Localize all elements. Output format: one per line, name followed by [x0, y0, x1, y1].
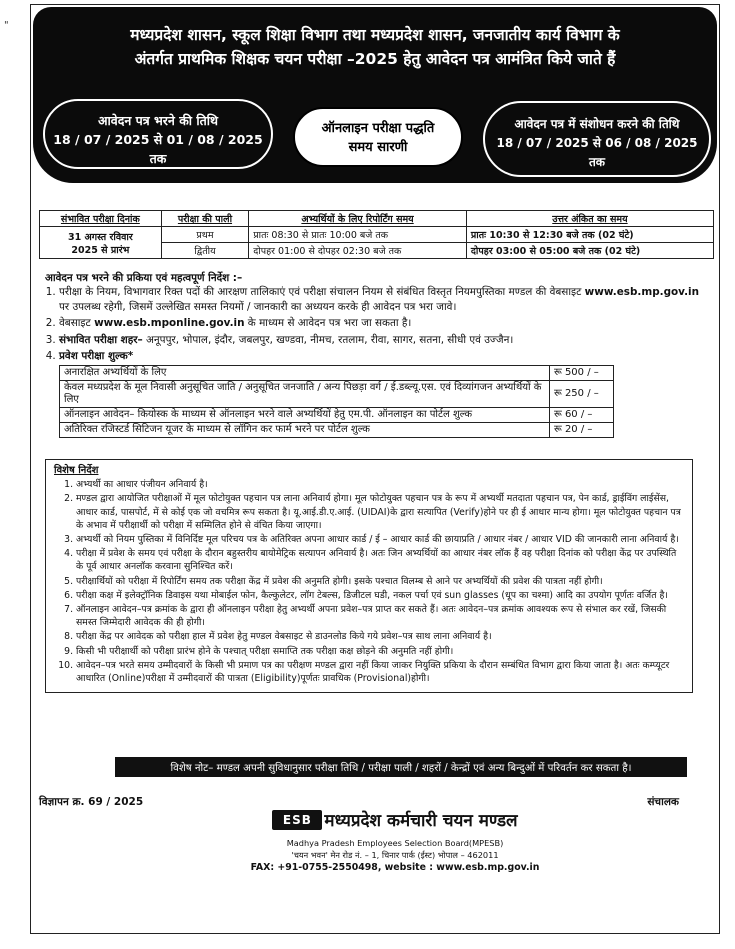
special-instructions-box	[45, 459, 693, 693]
instruction-1-text: परीक्षा के नियम, विभागवार रिक्त पदों की आरक्षण तालिकाएं एवं परीक्षा संचालन नियम से संबंधित विस्तृत नियमपुस्तिका मण्डल की वेबसाइट	[59, 286, 582, 299]
exam-city-label: संभावित परीक्षा शहर–	[59, 333, 143, 346]
apply-dates-box	[43, 99, 273, 169]
schedule-date-cell	[40, 227, 162, 259]
special-instruction-item: 3. अभ्यर्थी को नियम पुस्तिका में विनिर्दिष्ट मूल परिचय पत्र के अतिरिक्त अपना आधार कार्ड / ई – आधार कार्ड की छायाप्रति / आधार नंबर / आधार VID की जानकारी लाना अनिवार्य है।	[76, 533, 686, 546]
header-banner	[31, 5, 719, 190]
special-instruction-item: 10. आवेदन–पत्र भरते समय उम्मीदवारों के किसी भी प्रमाण पत्र का परीक्षण मण्डल द्वारा नहीं किया जाकर नियुक्ति प्रकिया के दौरान सम्बंधित विभाग द्वारा किया जाता है। अतः कम्प्यूटर आधारित (Online)परीक्षा में उम्मीदवारों की पात्रता (Eligibility)पूर्णतः प्रावधिक (Provisional)होगी।	[76, 659, 686, 685]
schedule-date-line-1: 31 अगस्त रविवार	[67, 231, 133, 243]
schedule-reporting: प्रातः 08:30 से प्रातः 10:00 बजे तक	[249, 227, 467, 243]
schedule-shift: प्रथम	[161, 227, 248, 243]
correction-dates-suffix: तक	[588, 155, 606, 169]
fee-amount: रू 500 / –	[550, 366, 614, 381]
correction-dates-box	[483, 101, 711, 177]
schedule-shift: द्वितीय	[161, 243, 248, 259]
organization-footer	[235, 808, 555, 875]
schedule-row	[40, 227, 714, 243]
correction-dates-value: 18 / 07 / 2025 से 06 / 08 / 2025	[496, 136, 698, 150]
exam-city-list: अनूपपुर, भोपाल, इंदौर, जबलपुर, खण्डवा, नीमच, रतलाम, रीवा, सागर, सतना, सीधी एवं उज्जैन।	[142, 333, 514, 346]
special-instruction-item: 2. मण्डल द्वारा आयोजित परीक्षाओं में मूल फोटोयुक्त पहचान पत्र लाना अनिवार्य होगा। मूल फोटोयुक्त पहचान पत्र के रूप में अभ्यर्थी मतदाता पहचान पत्र, पेन कार्ड, ड्राईविंग लाईसेंस, आधार कार्ड, पासपोर्ट, में से कोई एक जो वचमित्र रूप सकता है। यू.आई.डी.ए.आई. (UIDAI)के द्वारा सत्यापित (Verify)होने पर ही ई आधार मान्य होगा। मूल फोटोयुक्त पहचान पत्र के अभाव में परीक्षार्थी को परीक्षा में सम्मिलित होने से वंचित किया जाएगा।	[76, 492, 686, 532]
schedule-header-answer: उत्तर अंकित का समय	[466, 211, 713, 227]
instruction-item	[59, 349, 707, 363]
special-note-banner: विशेष नोट– मण्डल अपनी सुविधानुसार परीक्षा तिथि / परीक्षा पाली / शहरों / केन्द्रों एवं अन्य बिन्दुओं में परिवर्तन कर सकता है।	[115, 757, 687, 777]
title-line-1: मध्यप्रदेश शासन, स्कूल शिक्षा विभाग तथा मध्यप्रदेश शासन, जनजातीय कार्य विभाग के	[130, 26, 620, 44]
advertisement-number: विज्ञापन क्र. 69 / 2025	[39, 796, 144, 808]
exam-mode-line-1: ऑनलाइन परीक्षा पद्धति	[321, 121, 435, 136]
esb-website-link[interactable]: www.esb.mp.gov.in	[584, 286, 699, 299]
organization-contact: FAX: +91-0755-2550498, website : www.esb.mp.gov.in	[250, 862, 540, 873]
instructions-section	[45, 271, 707, 438]
instruction-item	[59, 285, 707, 314]
fee-row	[60, 423, 614, 438]
correction-dates-label: आवेदन पत्र में संशोधन करने की तिथि	[514, 117, 680, 131]
instruction-2-text: वेबसाइट	[59, 317, 95, 330]
schedule-header-date: संभावित परीक्षा दिनांक	[40, 211, 162, 227]
schedule-header-reporting: अभ्यर्थियों के लिए रिपोर्टिंग समय	[249, 211, 467, 227]
special-instruction-item: 9. किसी भी परीक्षार्थी को परीक्षा प्रारंभ होने के पश्चात् परीक्षा समाप्ति तक परीक्षा कक्ष छोड़ने की अनुमति नहीं होगी।	[76, 645, 686, 658]
fee-label: ऑनलाइन आवेदन– कियोस्क के माध्यम से ऑनलाइन भरने वाले अभ्यर्थियों हेतु एम.पी. ऑनलाइन का पोर्टल शुल्क	[60, 408, 550, 423]
fee-label: अतिरिक्त रजिस्टर्ड सिटिजन यूजर के माध्यम से लॉगिन कर फार्म भरने पर पोर्टल शुल्क	[60, 423, 550, 438]
special-instructions-list	[54, 478, 686, 685]
schedule-header-row	[40, 211, 714, 227]
notice-page	[30, 4, 720, 934]
exam-mode-line-2: समय सारणी	[348, 140, 408, 155]
fee-amount: रू 60 / –	[550, 408, 614, 423]
instruction-2-text-b: के माध्यम से आवेदन पत्र भरा जा सकता है।	[244, 317, 412, 330]
special-instructions-heading: विशेष निर्देश	[54, 465, 99, 476]
schedule-reporting: दोपहर 01:00 से दोपहर 02:30 बजे तक	[249, 243, 467, 259]
schedule-table	[39, 210, 714, 259]
apply-dates-value: 18 / 07 / 2025 से 01 / 08 / 2025 तक	[53, 132, 263, 166]
fee-row	[60, 366, 614, 381]
schedule-header-shift: परीक्षा की पाली	[161, 211, 248, 227]
fee-row	[60, 408, 614, 423]
esb-logo-icon: ESB	[272, 810, 322, 830]
fee-table	[59, 365, 614, 438]
fee-heading: प्रवेश परीक्षा शुल्क*	[59, 350, 134, 363]
exam-mode-box	[293, 107, 463, 167]
organization-name-english: Madhya Pradesh Employees Selection Board(MPESB)	[286, 838, 504, 848]
schedule-date-line-2: 2025 से प्रारंभ	[71, 244, 130, 256]
special-instruction-item: 5. परीक्षार्थियों को परीक्षा में रिपोर्टिंग समय तक परीक्षा केंद्र में प्रवेश की अनुमति होगी। इसके पश्चात विलम्ब से आने पर अभ्यर्थियों की प्रवेश की पात्रता नहीं होगी।	[76, 575, 686, 588]
corner-mark: "	[4, 20, 9, 31]
apply-dates-label: आवेदन पत्र भरने की तिथि	[98, 113, 218, 128]
special-instruction-item: 4. परीक्षा में प्रवेश के समय एवं परीक्षा के दौरान बहुस्तरीय बायोमेट्रिक सत्यापन अनिवार्य है। अतः जिन अभ्यर्थियों का आधार नंबर लॉक हैं वह परीक्षा दिनांक को परीक्षा केंद्र पर उपस्थिति के पूर्व आधार अनलॉक करवाना सुनिश्चित करें।	[76, 547, 686, 573]
fee-label: अनारक्षित अभ्यर्थियों के लिए	[60, 366, 550, 381]
instructions-list	[45, 285, 707, 363]
special-instruction-item: 6. परीक्षा कक्ष में इलेक्ट्रॉनिक डिवाइस यथा मोबाईल फोन, कैल्कुलेटर, लॉग टेबल्स, डिजीटल घडी, नकल पर्चा एवं sun glasses (धूप का चश्मा) आदि का उपयोग पूर्णतः वर्जित है।	[76, 589, 686, 602]
title-line-2: अंतर्गत प्राथमिक शिक्षक चयन परीक्षा –2025 हेतु आवेदन पत्र आमंत्रित किये जाते हैं	[134, 50, 616, 68]
instruction-item	[59, 333, 707, 347]
special-note-wrapper	[45, 757, 693, 777]
organization-name	[235, 808, 555, 831]
fee-row	[60, 381, 614, 408]
special-instruction-item: 8. परीक्षा केंद्र पर आवेदक को परीक्षा हाल में प्रवेश हेतु मण्डल वेबसाइट से डाउनलोड किये गये प्रवेश–पत्र साथ लाना अनिवार्य है।	[76, 630, 686, 643]
page-title	[41, 23, 709, 71]
fee-amount: रू 20 / –	[550, 423, 614, 438]
director-signature-label: संचालक	[647, 796, 679, 808]
organization-address: 'चयन भवन' मेन रोड नं. – 1, चिनार पार्क (ईस्ट) भोपाल – 462011	[291, 850, 499, 860]
fee-amount: रू 250 / –	[550, 381, 614, 408]
special-instruction-item: 1. अभ्यर्थी का आधार पंजीयन अनिवार्य है।	[76, 478, 686, 491]
instruction-1-text-b: पर उपलब्ध रहेगी, जिसमें उल्लेखित समस्त नियमों / जानकारी का अध्ययन करके ही आवेदन पत्र भरा जावे।	[59, 300, 457, 313]
mponline-website-link[interactable]: www.esb.mponline.gov.in	[94, 317, 245, 330]
instructions-heading: आवेदन पत्र भरने की प्रकिया एवं महत्वपूर्ण निर्देश :–	[45, 272, 243, 284]
fee-label: केवल मध्यप्रदेश के मूल निवासी अनुसूचित जाति / अनुसूचित जनजाति / अन्य पिछड़ा वर्ग / ई.डब्ल्यू.एस. एवं दिव्यांगजन अभ्यर्थियों के लिए	[60, 381, 550, 408]
organization-name-hindi: मध्यप्रदेश कर्मचारी चयन मण्डल	[324, 811, 518, 831]
schedule-answer: दोपहर 03:00 से 05:00 बजे तक (02 घंटे)	[466, 243, 713, 259]
instruction-item	[59, 316, 707, 330]
schedule-answer: प्रातः 10:30 से 12:30 बजे तक (02 घंटे)	[466, 227, 713, 243]
special-instruction-item: 7. ऑनलाइन आवेदन–पत्र क्रमांक के द्वारा ही ऑनलाइन परीक्षा हेतु अभ्यर्थी अपना प्रवेश–पत्र प्राप्त कर सकते हैं। अतः आवेदन–पत्र क्रमांक आवश्यक रूप से संभाल कर रखें, जिसकी समस्त जिम्मेदारी आवेदक की ही होगी।	[76, 603, 686, 629]
